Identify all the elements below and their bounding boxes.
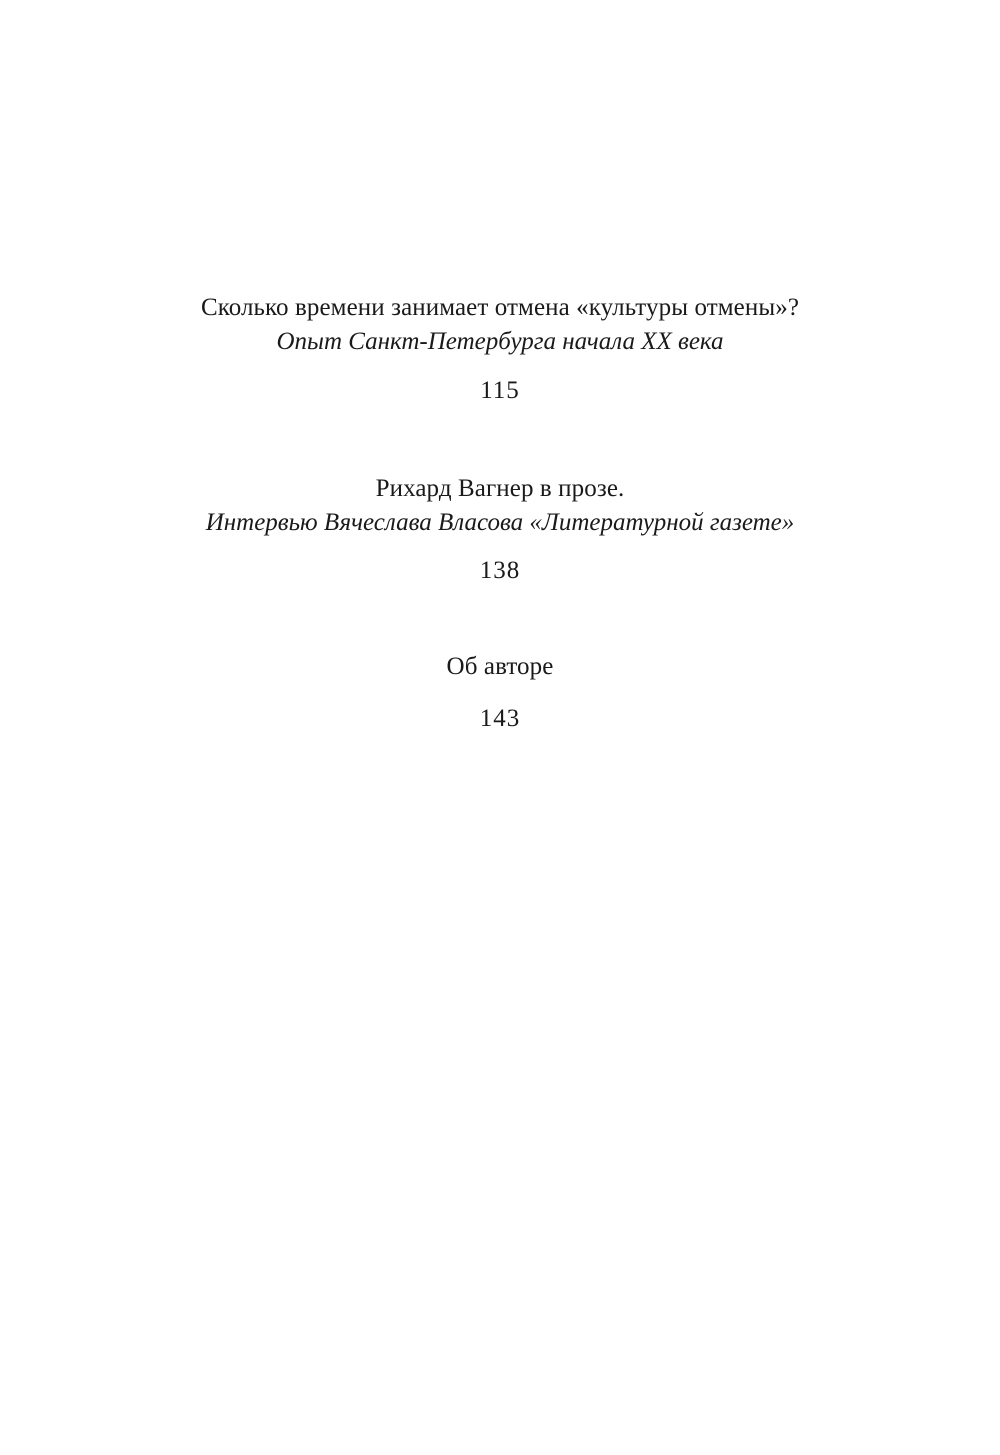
toc-entry [0,472,1000,588]
toc-entry-page-number: 115 [480,377,520,404]
toc-entry-page-number: 143 [479,705,521,732]
toc-entry-subtitle: Интервью Вячеслава Власова «Литературной газете» [205,509,795,536]
toc-entry-page-number: 138 [479,557,521,584]
toc-entry [0,650,1000,736]
toc-entry-title: Об авторе [446,653,554,680]
toc-entry-subtitle: Опыт Санкт-Петербурга начала XX века [276,328,724,355]
toc-entry-title: Рихард Вагнер в прозе. [375,475,625,502]
toc-entry-title: Сколько времени занимает отмена «культуры отмены»? [200,294,800,321]
toc-entry [0,291,1000,408]
